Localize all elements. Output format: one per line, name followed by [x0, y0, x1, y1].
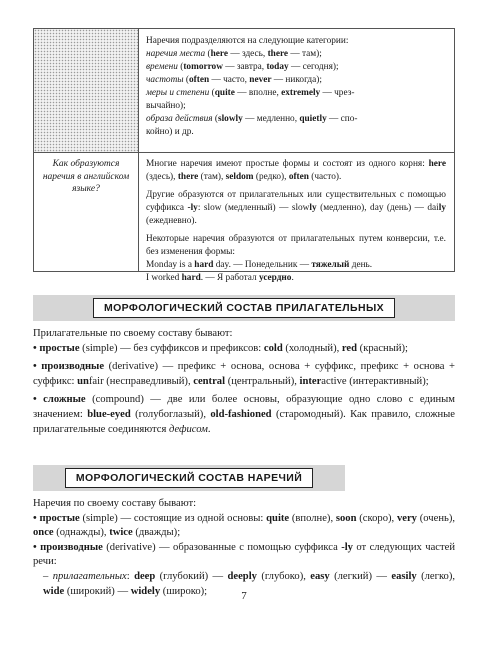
list-item: • производные (derivative) — префикс + основа, основа + суффикс, префикс + основа + суффикс: unfair (несправедливый), central (центральный), interactive (интерактивный); [33, 361, 455, 387]
section-heading-adjectives [33, 295, 455, 321]
adjectives-intro: Прилагательные по своему составу бывают: [33, 328, 233, 339]
hatched-empty-cell [34, 29, 139, 152]
formation-conversion: Некоторые наречия образуются от прилагательных путем конверсии, т.е. без изменения формы: [146, 234, 446, 257]
heading-label: МОРФОЛОГИЧЕСКИЙ СОСТАВ НАРЕЧИЙ [65, 468, 313, 488]
table-row [34, 152, 454, 283]
adverbs-section [33, 497, 455, 599]
list-item: – прилагательных: deep (глубокий) — deeply (глубоко), easy (легкий) — easily (легко), wide (широкий) — widely (широко); [43, 570, 456, 597]
adverb-categories-cell [139, 29, 454, 152]
category-manner: образа действия (slowly — медленно, quietly — спо- койно) и др. [146, 114, 358, 137]
heading-label: МОРФОЛОГИЧЕСКИЙ СОСТАВ ПРИЛАГАТЕЛЬНЫХ [93, 298, 395, 318]
conversion-example-2: I worked hard. — Я работал усердно. [146, 273, 294, 283]
categories-intro: Наречия подразделяются на следующие категории: [146, 36, 349, 46]
section-heading-adverbs [33, 465, 345, 491]
list-item: • производные (derivative) — образованные с помощью суффикса -ly от следующих частей речи: [33, 541, 455, 568]
formation-suffix: Другие образуются от прилагательных или существительных с помощью суффикса -ly: slow (медленный) — slowly (медленно), day (день) — daily (ежедневно). [146, 190, 446, 226]
category-frequency: частоты (often — часто, never — никогда); [146, 75, 322, 85]
question-cell [34, 152, 139, 271]
formation-simple: Многие наречия имеют простые формы и состоят из одного корня: here (здесь), there (там), seldom (редко), often (часто). [146, 159, 446, 182]
category-place: наречия места (here — здесь, there — там); [146, 49, 322, 59]
list-item: • сложные (compound) — две или более основы, образующие одно слово с единым значением: blue-eyed (голубоглазый), old-fashioned (старомодный). Как правило, сложные прилагательные соединяются дефисом. [33, 394, 455, 435]
question-text: Как образуются наречия в английском языке? [42, 159, 130, 194]
adverb-table [33, 28, 455, 283]
list-item: • простые (simple) — без суффиксов и префиксов: cold (холодный), red (красный); [33, 342, 408, 354]
list-item: • простые (simple) — состоящие из одной основы: quite (вполне), soon (скоро), very (очень), once (однажды), twice (дважды); [33, 512, 456, 539]
adjectives-section [33, 327, 455, 437]
table-row [34, 29, 454, 153]
category-degree: меры и степени (quite — вполне, extremely — чрез- вычайно); [146, 88, 355, 111]
conversion-example-1: Monday is a hard day. — Понедельник — тяжелый день. [146, 260, 373, 270]
adverbs-intro: Наречия по своему составу бывают: [33, 498, 197, 509]
category-time: времени (tomorrow — завтра, today — сегодня); [146, 62, 339, 72]
formation-cell [139, 152, 454, 283]
page-number: 7 [241, 590, 247, 602]
